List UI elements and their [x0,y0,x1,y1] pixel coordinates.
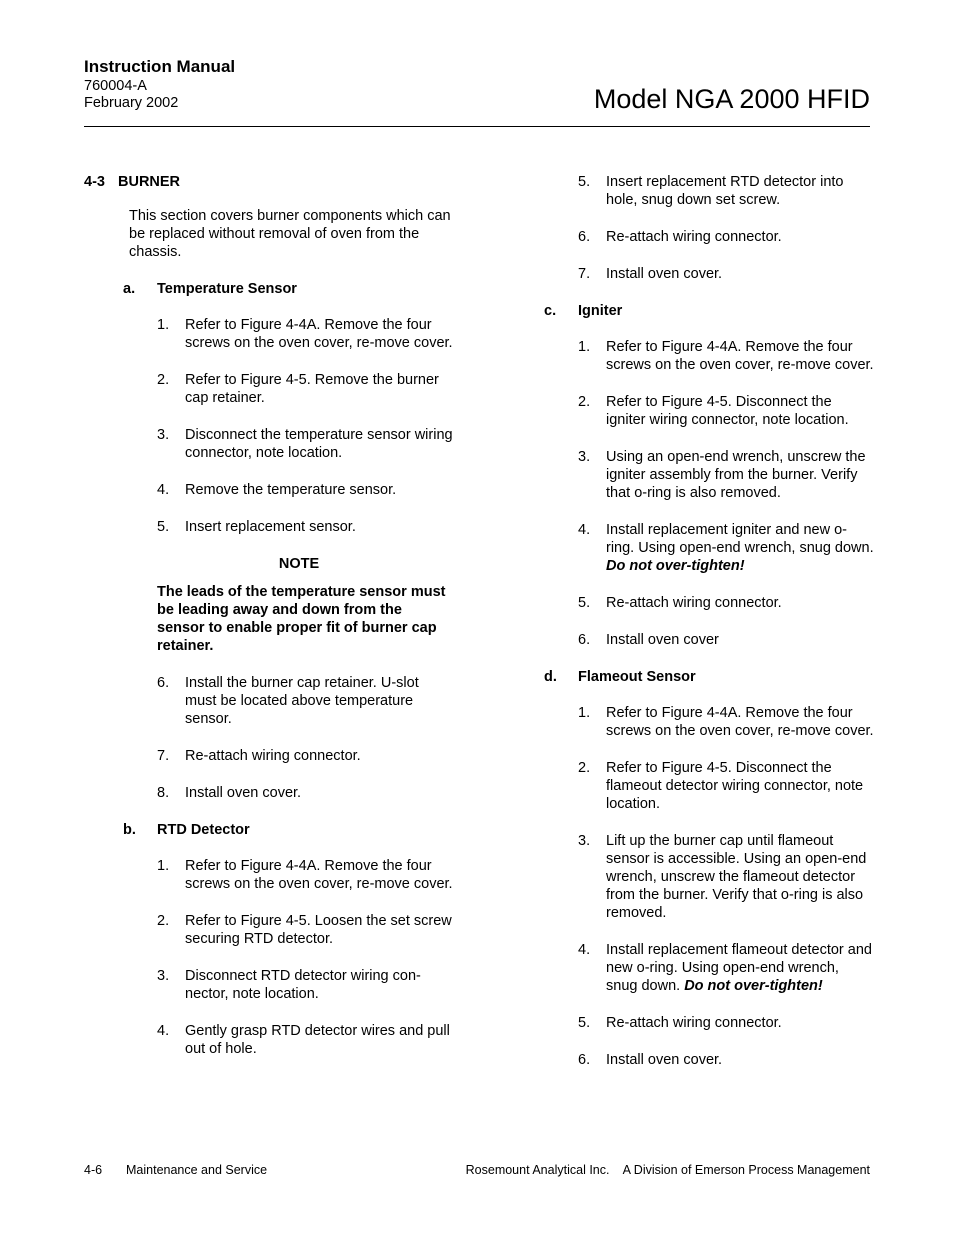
step-number: 3. [578,833,591,849]
step-item [84,1022,454,1058]
footer-company: Rosemount Analytical Inc. A Division of Emerson Process Management [465,1163,870,1177]
section-intro: This section covers burner components which can be replaced without removal of oven from the chassis. [129,208,451,260]
step-number: 6. [578,1052,591,1068]
step-item [84,784,454,802]
step-item [544,704,874,740]
subsection-heading [84,821,454,839]
step-text: Re-attach wiring connector. [606,1015,782,1031]
step-item [84,857,454,893]
right-column [544,173,874,1088]
step-item [544,594,874,612]
step-item [84,316,454,352]
step-number: 5. [578,1015,591,1031]
step-item [544,1014,874,1032]
step-text: Remove the temperature sensor. [185,482,397,498]
footer-left [84,1163,267,1177]
section-number: 4-3 [84,174,105,190]
step-number: 2. [578,394,591,410]
subsection-title: Igniter [578,303,623,319]
step-number: 2. [578,760,591,776]
subsection-title: Flameout Sensor [578,669,696,685]
chapter-name: Maintenance and Service [126,1163,268,1177]
step-item [84,518,454,536]
subsection-letter: c. [544,303,557,319]
step-item [544,631,874,649]
step-text: Disconnect RTD detector wiring con-nector, note location. [185,968,421,1002]
step-text: Refer to Figure 4-4A. Remove the four screws on the oven cover, re-move cover. [606,339,874,373]
step-text: Insert replacement RTD detector into hole, snug down set screw. [606,174,844,208]
subsection-heading [544,302,874,320]
step-text: Re-attach wiring connector. [606,229,782,245]
step-number: 1. [157,317,170,333]
step-number: 5. [578,595,591,611]
step-list [84,857,454,1058]
step-number: 1. [578,339,591,355]
step-number: 4. [157,1023,170,1039]
step-number: 6. [157,675,170,691]
step-text: Refer to Figure 4-4A. Remove the four screws on the oven cover, re-move cover. [185,317,453,351]
step-list [84,674,454,802]
step-text: Install replacement flameout detector and new o-ring. Using open-end wrench, snug down. [606,942,872,994]
model-title: Model NGA 2000 HFID [593,84,870,114]
step-number: 7. [157,748,170,764]
step-item [84,674,454,728]
step-item [544,448,874,502]
step-text: Refer to Figure 4-4A. Remove the four screws on the oven cover, re-move cover. [185,858,453,892]
step-text: Refer to Figure 4-5. Disconnect the igniter wiring connector, note location. [606,394,849,428]
step-text: Install oven cover. [606,266,723,282]
section-title: BURNER [118,174,181,190]
step-item [544,393,874,429]
step-item [544,338,874,374]
step-item [544,173,874,209]
step-text: Refer to Figure 4-5. Remove the burner cap retainer. [185,372,439,406]
step-item [544,832,874,922]
left-column [84,173,454,1077]
step-number: 6. [578,229,591,245]
step-text: Install replacement igniter and new o-ring. Using open-end wrench, snug down. [606,522,874,556]
document-date: February 2002 [84,95,179,111]
step-text: Re-attach wiring connector. [606,595,782,611]
subsection-letter: d. [544,669,557,685]
step-warning: Do not over-tighten! [684,978,823,994]
step-item [544,759,874,813]
step-text: Gently grasp RTD detector wires and pull out of hole. [185,1023,450,1057]
step-item [544,265,874,283]
step-number: 4. [578,522,591,538]
step-text: Using an open-end wrench, unscrew the igniter assembly from the burner. Verify that o-ring is also removed. [606,449,866,501]
step-list [544,173,874,283]
step-number: 3. [157,968,170,984]
step-number: 4. [157,482,170,498]
subsection-heading [544,668,874,686]
step-item [84,426,454,462]
step-item [544,521,874,575]
step-text: Refer to Figure 4-5. Loosen the set screw securing RTD detector. [185,913,452,947]
step-item [84,481,454,499]
step-number: 4. [578,942,591,958]
page-number: 4-6 [84,1163,103,1177]
document-number: 760004-A [84,78,147,94]
step-item [544,1051,874,1069]
note-title: NOTE [278,556,320,572]
step-text: Install oven cover. [606,1052,723,1068]
step-text: Lift up the burner cap until flameout sensor is accessible. Using an open-end wrench, unscrew the flameout detector from the burner. Verify that o-ring is also removed. [606,833,867,921]
step-item [84,747,454,765]
step-item [84,967,454,1003]
step-item [84,371,454,407]
step-number: 5. [157,519,170,535]
step-list [544,704,874,1069]
header-divider [84,126,870,127]
step-text: Re-attach wiring connector. [185,748,361,764]
section-heading [84,173,454,191]
step-number: 3. [578,449,591,465]
step-number: 7. [578,266,591,282]
step-number: 1. [157,858,170,874]
note-text: The leads of the temperature sensor must be leading away and down from the sensor to enable proper fit of burner cap retainer. [157,584,446,654]
step-item [544,941,874,995]
step-text: Insert replacement sensor. [185,519,356,535]
manual-title: Instruction Manual [84,57,236,76]
subsection-title: RTD Detector [157,822,250,838]
step-text: Refer to Figure 4-5. Disconnect the flameout detector wiring connector, note location. [606,760,864,812]
step-number: 3. [157,427,170,443]
step-item [84,912,454,948]
step-number: 6. [578,632,591,648]
subsection-letter: b. [123,822,136,838]
subsection-letter: a. [123,281,136,297]
subsection-heading [84,280,454,298]
step-number: 2. [157,372,170,388]
step-number: 8. [157,785,170,801]
step-list [84,316,454,536]
step-list [544,338,874,649]
step-warning: Do not over-tighten! [606,558,745,574]
step-number: 2. [157,913,170,929]
step-number: 1. [578,705,591,721]
step-number: 5. [578,174,591,190]
step-text: Install oven cover. [185,785,302,801]
subsection-title: Temperature Sensor [157,281,297,297]
step-text: Install the burner cap retainer. U-slot must be located above temperature sensor. [185,675,419,727]
step-text: Disconnect the temperature sensor wiring connector, note location. [185,427,453,461]
step-text: Install oven cover [606,632,719,648]
step-item [544,228,874,246]
step-text: Refer to Figure 4-4A. Remove the four screws on the oven cover, re-move cover. [606,705,874,739]
